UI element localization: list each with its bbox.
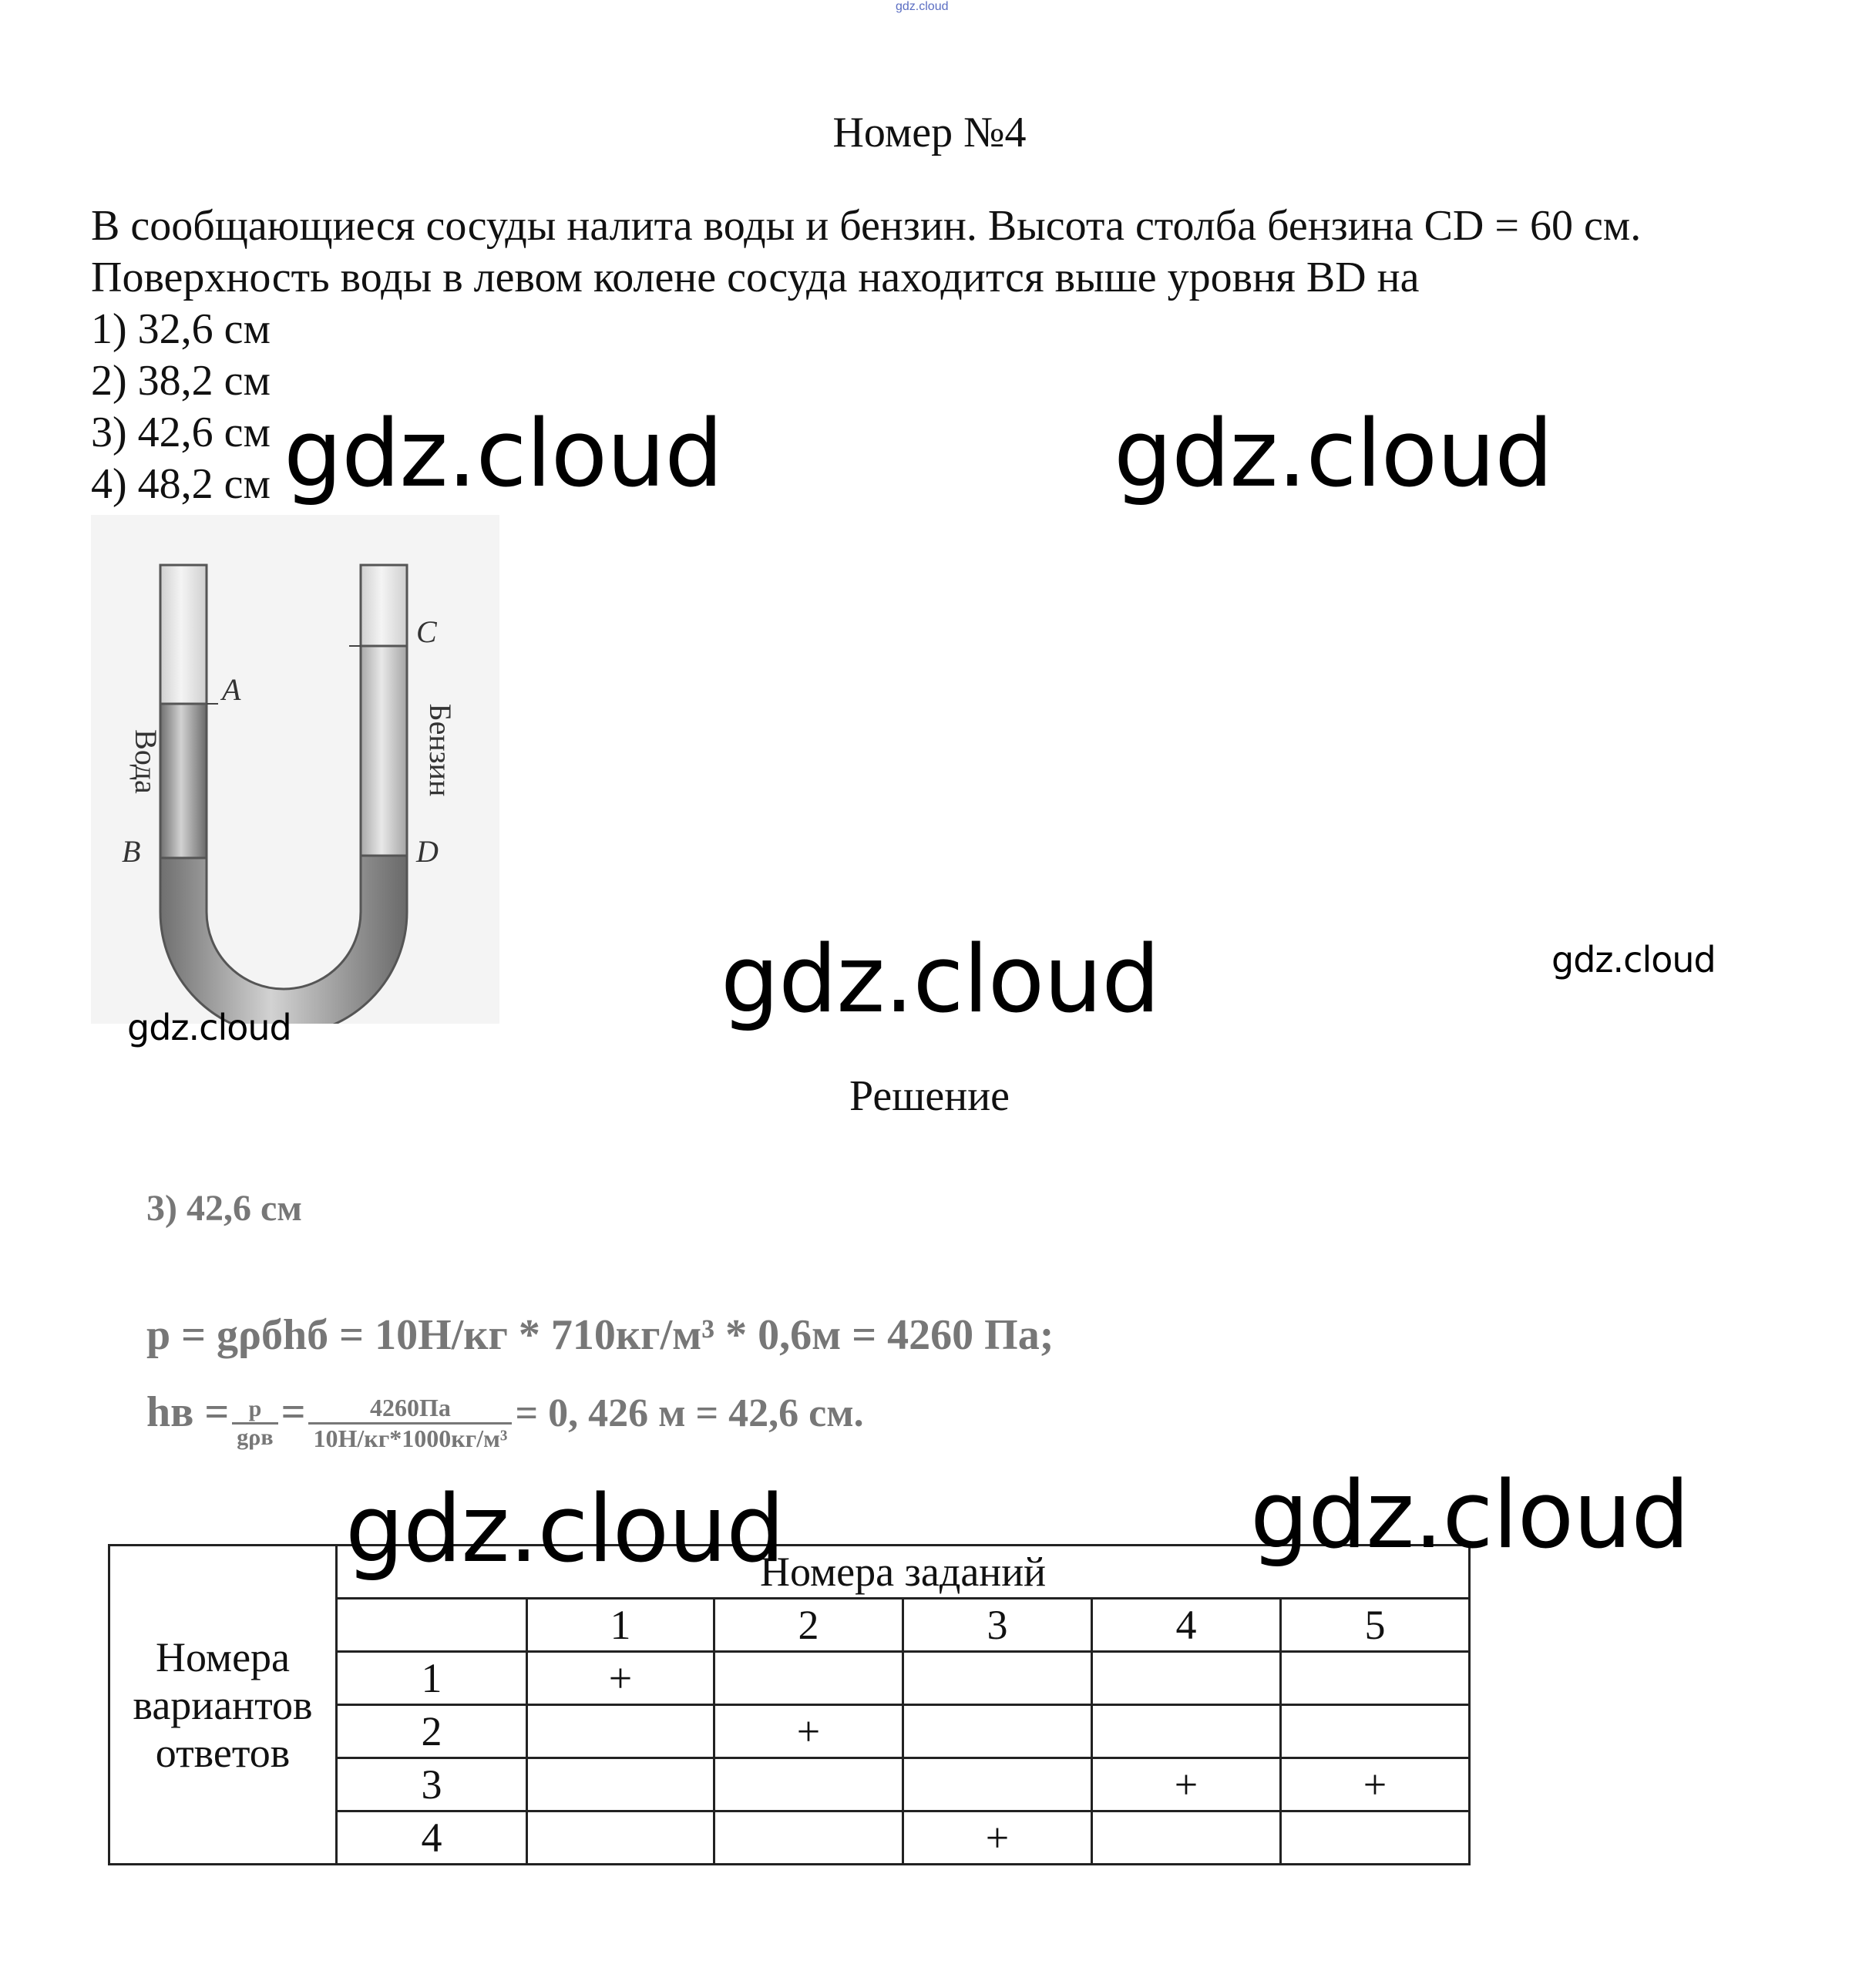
point-b-label: B [122,834,141,869]
row-number: 1 [337,1652,527,1705]
table-cell [1281,1811,1470,1865]
table-cell [714,1758,903,1811]
page-title: Номер №4 [832,109,1027,156]
answer-option: 4) 48,2 см [91,460,271,508]
table-cell [1281,1705,1470,1758]
top-site-link[interactable]: gdz.cloud [896,0,949,13]
table-cell: + [1281,1758,1470,1811]
table-cell [527,1758,714,1811]
column-number: 1 [527,1599,714,1652]
table-cell [1092,1705,1281,1758]
row-number: 3 [337,1758,527,1811]
answer-option: 2) 38,2 см [91,357,271,405]
watermark: gdz.cloud [284,401,723,508]
table-cell: + [714,1705,903,1758]
pressure-formula: p = gρбhб = 10Н/кг * 710кг/м³ * 0,6м = 4260 Па; [146,1311,1054,1359]
table-cell [714,1652,903,1705]
point-c-label: C [416,614,437,649]
row-header: Номера вариантов ответов [109,1546,337,1865]
fraction-denominator: 10Н/кг*1000кг/м³ [313,1424,508,1452]
table-cell: + [903,1811,1092,1865]
column-number: 5 [1281,1599,1470,1652]
fraction-values [308,1394,512,1453]
benzine-label: Бензин [423,703,458,797]
table-cell [903,1652,1092,1705]
table-cell: + [1092,1758,1281,1811]
table-corner [337,1599,527,1652]
fraction-p-over-g-rho [232,1396,277,1451]
u-tube-figure [91,515,499,1024]
watermark: gdz.cloud [1250,1462,1689,1569]
answer-option: 3) 42,6 см [91,409,271,456]
problem-line: В сообщающиеся сосуды налита воды и бензин. Высота столба бензина CD = 60 см. [91,202,1642,250]
height-formula-rhs: = 0, 426 м = 42,6 см. [515,1391,864,1435]
row-number: 4 [337,1811,527,1865]
table-cell: + [527,1652,714,1705]
solution-title: Решение [849,1072,1010,1120]
height-formula: hв = $\frac{p}{\text{gρв}}$ = $\frac{4260Па}{\text{10Н/кг*1000кг/м³}}$ = 0, 426 м = 42,6 см. [146,1388,864,1452]
table-cell [527,1705,714,1758]
table-cell [1281,1652,1470,1705]
watermark: gdz.cloud [127,1007,291,1048]
column-number: 4 [1092,1599,1281,1652]
table-cell [1092,1652,1281,1705]
watermark: gdz.cloud [1114,401,1553,508]
u-tube-illustration [91,515,499,1024]
column-number: 2 [714,1599,903,1652]
point-a-label: A [222,672,241,707]
watermark: gdz.cloud [345,1476,785,1583]
answers-table [108,1544,1471,1865]
water-label: Вода [129,729,163,794]
fraction-numerator: p [232,1396,277,1425]
solution-answer: 3) 42,6 см [146,1188,302,1229]
table-cell [903,1758,1092,1811]
column-header: Номера заданий [337,1546,1470,1599]
answer-option: 1) 32,6 см [91,305,271,353]
problem-line: Поверхность воды в левом колене сосуда находится выше уровня BD на [91,254,1420,301]
watermark: gdz.cloud [1551,939,1716,981]
fraction-numerator: 4260Па [308,1394,512,1425]
row-number: 2 [337,1705,527,1758]
height-formula-lhs: hв = [146,1388,230,1436]
table-cell [714,1811,903,1865]
point-d-label: D [416,834,439,869]
table-cell [903,1705,1092,1758]
column-number: 3 [903,1599,1092,1652]
watermark: gdz.cloud [721,927,1160,1034]
fraction-denominator: gρв [237,1424,274,1450]
table-cell [527,1811,714,1865]
table-cell [1092,1811,1281,1865]
